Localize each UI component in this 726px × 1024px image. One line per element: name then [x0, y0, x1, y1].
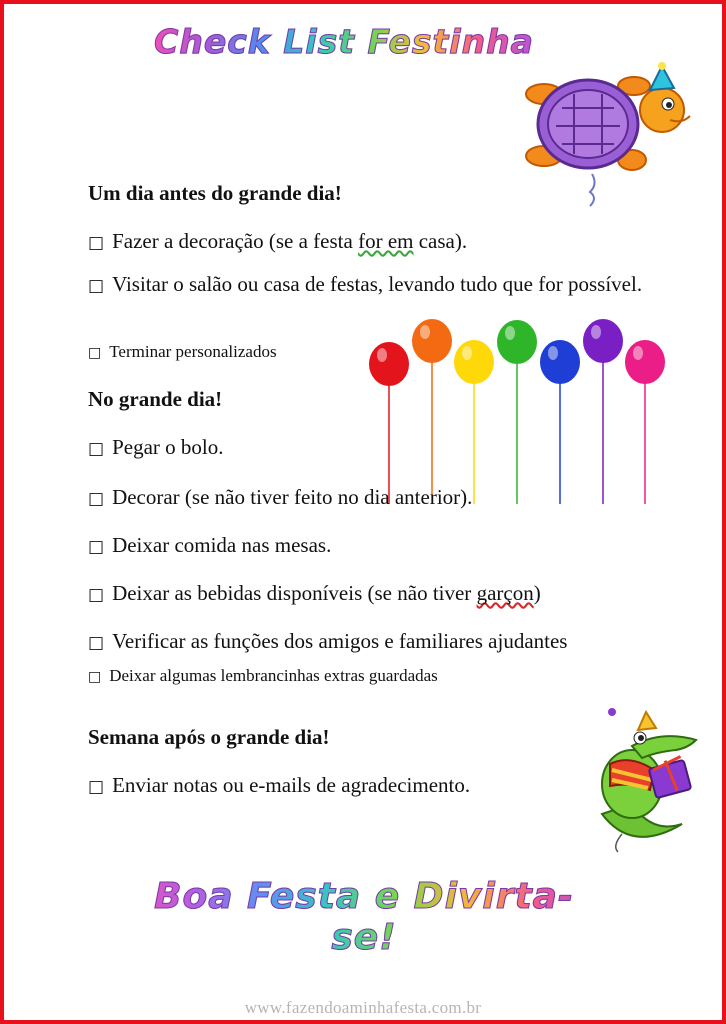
balloon	[540, 340, 580, 384]
balloon	[412, 319, 452, 363]
checkbox-icon: □	[88, 233, 105, 253]
balloon-highlight	[462, 346, 472, 360]
balloon	[497, 320, 537, 364]
section-heading-week-after: Semana após o grande dia!	[88, 725, 330, 749]
balloon	[625, 340, 665, 384]
balloon-highlight	[505, 326, 515, 340]
checkbox-icon: □	[88, 633, 105, 653]
website-url: www.fazendoaminhafesta.com.br	[244, 998, 482, 1017]
checklist-item-agradecimento: □ Enviar notas ou e-mails de agradecimento.	[88, 773, 471, 797]
balloon-highlight	[377, 348, 387, 362]
balloon-highlight	[633, 346, 643, 360]
checklist-item-personalizados: □ Terminar personalizados	[88, 342, 277, 361]
balloon-highlight	[591, 325, 601, 339]
checkbox-icon: □	[88, 585, 105, 605]
section-heading-day-before: Um dia antes do grande dia!	[88, 181, 342, 205]
turtle-balloon-icon	[522, 64, 692, 194]
checklist-item-visitar-salao: □ Visitar o salão ou casa de festas, levando tudo que for possível.	[88, 272, 643, 296]
checklist-item-decoracao: □ Fazer a decoração (se a festa for em casa).	[88, 229, 468, 253]
checkbox-icon: □	[88, 276, 105, 296]
checkbox-icon: □	[88, 537, 105, 557]
checklist-item-funcoes: □ Verificar as funções dos amigos e familiares ajudantes	[88, 629, 568, 653]
page-title: Check List Festinha	[154, 22, 534, 61]
checkbox-icon: □	[88, 777, 105, 797]
checklist-item-bebidas: □ Deixar as bebidas disponíveis (se não tiver garçon)	[88, 581, 541, 605]
balloon	[369, 342, 409, 386]
checklist-item-comida: □ Deixar comida nas mesas.	[88, 533, 332, 557]
balloon-highlight	[420, 325, 430, 339]
balloon	[583, 319, 623, 363]
checklist-item-decorar: □ Decorar (se não tiver feito no dia anterior).	[88, 485, 473, 509]
footer-message: Boa Festa e Divirta-se!	[124, 876, 604, 958]
balloon-cluster-icon	[364, 309, 664, 509]
checkbox-icon: □	[88, 669, 102, 685]
checkbox-icon: □	[88, 345, 102, 361]
section-heading-big-day: No grande dia!	[88, 387, 223, 411]
balloon-highlight	[548, 346, 558, 360]
checklist-item-bolo: □ Pegar o bolo.	[88, 435, 224, 459]
balloon	[454, 340, 494, 384]
checkbox-icon: □	[88, 489, 105, 509]
checklist-item-lembrancinhas: □ Deixar algumas lembrancinhas extras guardadas	[88, 666, 438, 685]
checkbox-icon: □	[88, 439, 105, 459]
crocodile-balloon-icon	[582, 704, 702, 854]
